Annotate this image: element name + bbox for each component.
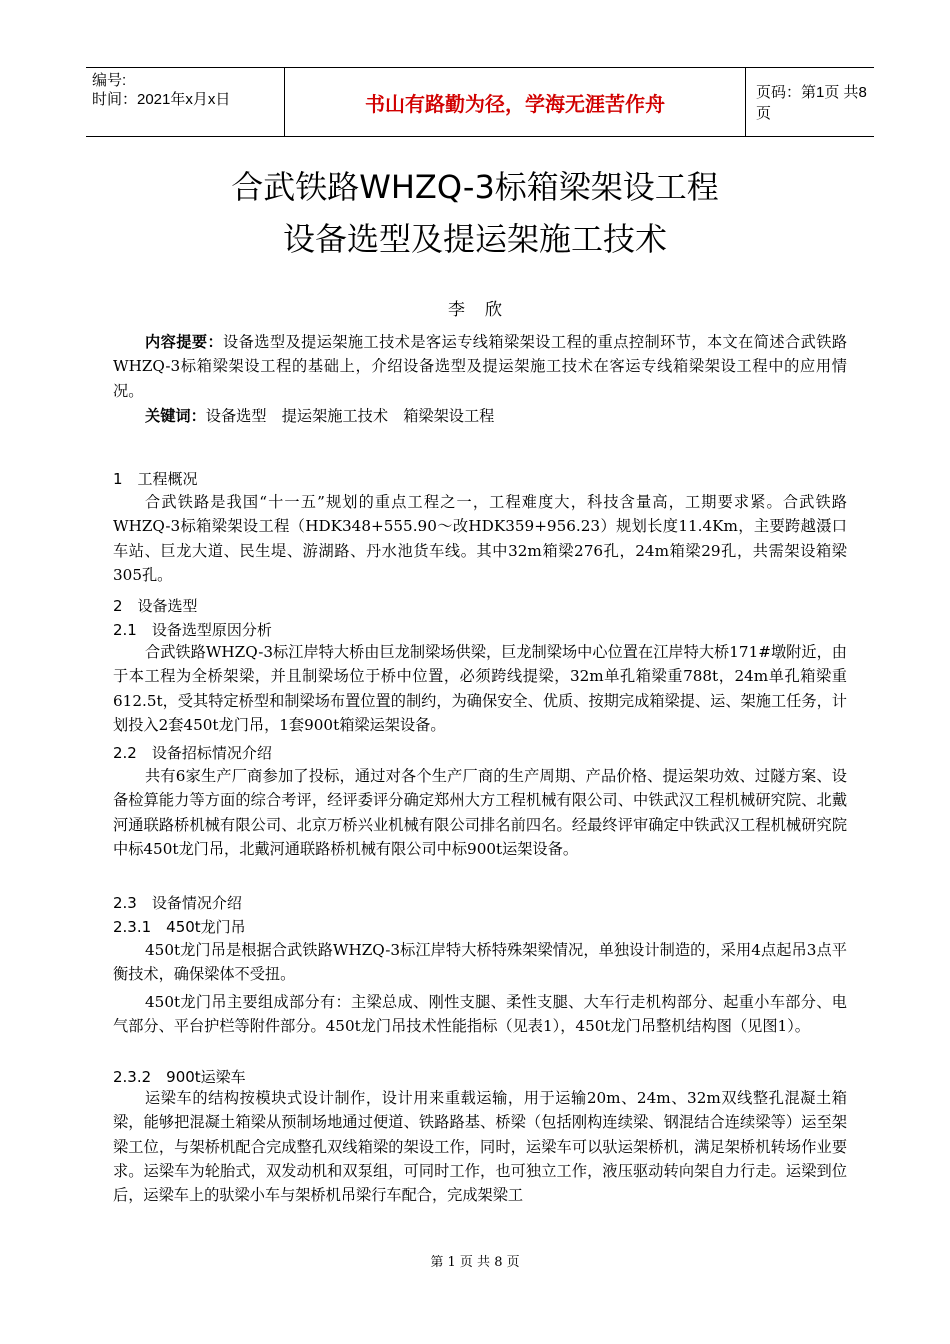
heading-2-1: 2.1 设备选型原因分析 [113,621,272,639]
abstract [113,330,847,403]
heading-2: 2 设备选型 [113,597,198,615]
abstract-text: 设备选型及提运架施工技术是客运专线箱梁架设工程的重点控制环节，本文在简述合武铁路WHZQ-3标箱梁架设工程的基础上，介绍设备选型及提运架施工技术在客运专线箱梁架设工程中的应用情况。 [113,333,847,400]
keywords-label: 关键词： [145,407,206,425]
paragraph-2-3-2: 运梁车的结构按模块式设计制作，设计用来重载运输，用于运输20m、24m、32m双线整孔混凝土箱梁，能够把混凝土箱梁从预制场地通过便道、铁路路基、桥梁（包括刚构连续梁、钢混结合连续梁等）运至架梁工位，与架桥机配合完成整孔双线箱梁的架设工作，同时，运梁车可以驮运架桥机，满足架桥机转场作业要求。运梁车为轮胎式，双发动机和双泵组，可同时工作，也可独立工作，液压驱动转向架自力行走。运梁到位后，运梁车上的驮梁小车与架桥机吊梁行车配合，完成架梁工 [113,1089,847,1205]
title-line-2: 设备选型及提运架施工技术 [282,220,667,258]
paragraph-1: 合武铁路是我国“十一五”规划的重点工程之一，工程难度大，科技含量高，工期要求紧。合武铁路WHZQ-3标箱梁架设工程（HDK348+555.90～改HDK359+956.23）规划长度11.4Km，主要跨越滠口车站、巨龙大道、民生堤、游湖路、丹水池货车线。其中32m箱梁276孔，24m箱梁29孔，共需架设箱梁305孔。 [113,493,847,584]
heading-2-3-1: 2.3.1 450t龙门吊 [113,918,246,936]
page-footer: 第 1 页 共 8 页 [430,1255,520,1270]
time-label: 时间：2021年x月x日 [92,91,231,108]
header-motto: 书山有路勤为径，学海无涯苦作舟 [284,68,746,136]
paragraph-2-3-1-b: 450t龙门吊主要组成部分有：主梁总成、刚性支腿、柔性支腿、大车行走机构部分、起重小车部分、电气部分、平台护栏等附件部分。450t龙门吊技术性能指标（见表1），450t龙门吊整机结构图（见图1）。 [113,993,847,1036]
author: 李欣 [448,300,522,320]
paragraph-2-1: 合武铁路WHZQ-3标江岸特大桥由巨龙制梁场供梁，巨龙制梁场中心位置在江岸特大桥171#墩附近，由于本工程为全桥架梁，并且制梁场位于桥中位置，必须跨线提梁，32m单孔箱梁重788t，24m单孔箱梁重612.5t，受其特定桥型和制梁场布置位置的制约，为确保安全、优质、按期完成箱梁提、运、架施工任务，计划投入2套450t龙门吊，1套900t箱梁运架设备。 [113,643,847,734]
paragraph-2-2: 共有6家生产厂商参加了投标，通过对各个生产厂商的生产周期、产品价格、提运架功效、过隧方案、设备检算能力等方面的综合考评，经评委评分确定郑州大方工程机械有限公司、中铁武汉工程机械研究院、北戴河通联路桥机械有限公司、北京万桥兴业机械有限公司排名前四名。经最终评审确定中铁武汉工程机械研究院中标450t龙门吊，北戴河通联路桥机械有限公司中标900t运架设备。 [113,767,847,858]
heading-2-3: 2.3 设备情况介绍 [113,894,242,912]
document-header [86,67,874,137]
header-page-info: 页码：第1页 共8页 [756,84,867,122]
title-line-1: 合武铁路WHZQ-3标箱梁架设工程 [231,168,719,206]
heading-2-3-2: 2.3.2 900t运梁车 [113,1068,246,1086]
keywords-text: 设备选型 提运架施工技术 箱梁架设工程 [205,407,495,425]
heading-1: 1 工程概况 [113,470,198,488]
number-label: 编号: [92,72,127,89]
heading-2-2: 2.2 设备招标情况介绍 [113,744,272,762]
abstract-label: 内容提要： [145,333,224,351]
paragraph-2-3-1-a: 450t龙门吊是根据合武铁路WHZQ-3标江岸特大桥特殊架梁情况，单独设计制造的，采用4点起吊3点平衡技术，确保梁体不受扭。 [113,941,847,984]
header-meta [86,68,284,136]
keywords [113,404,847,428]
